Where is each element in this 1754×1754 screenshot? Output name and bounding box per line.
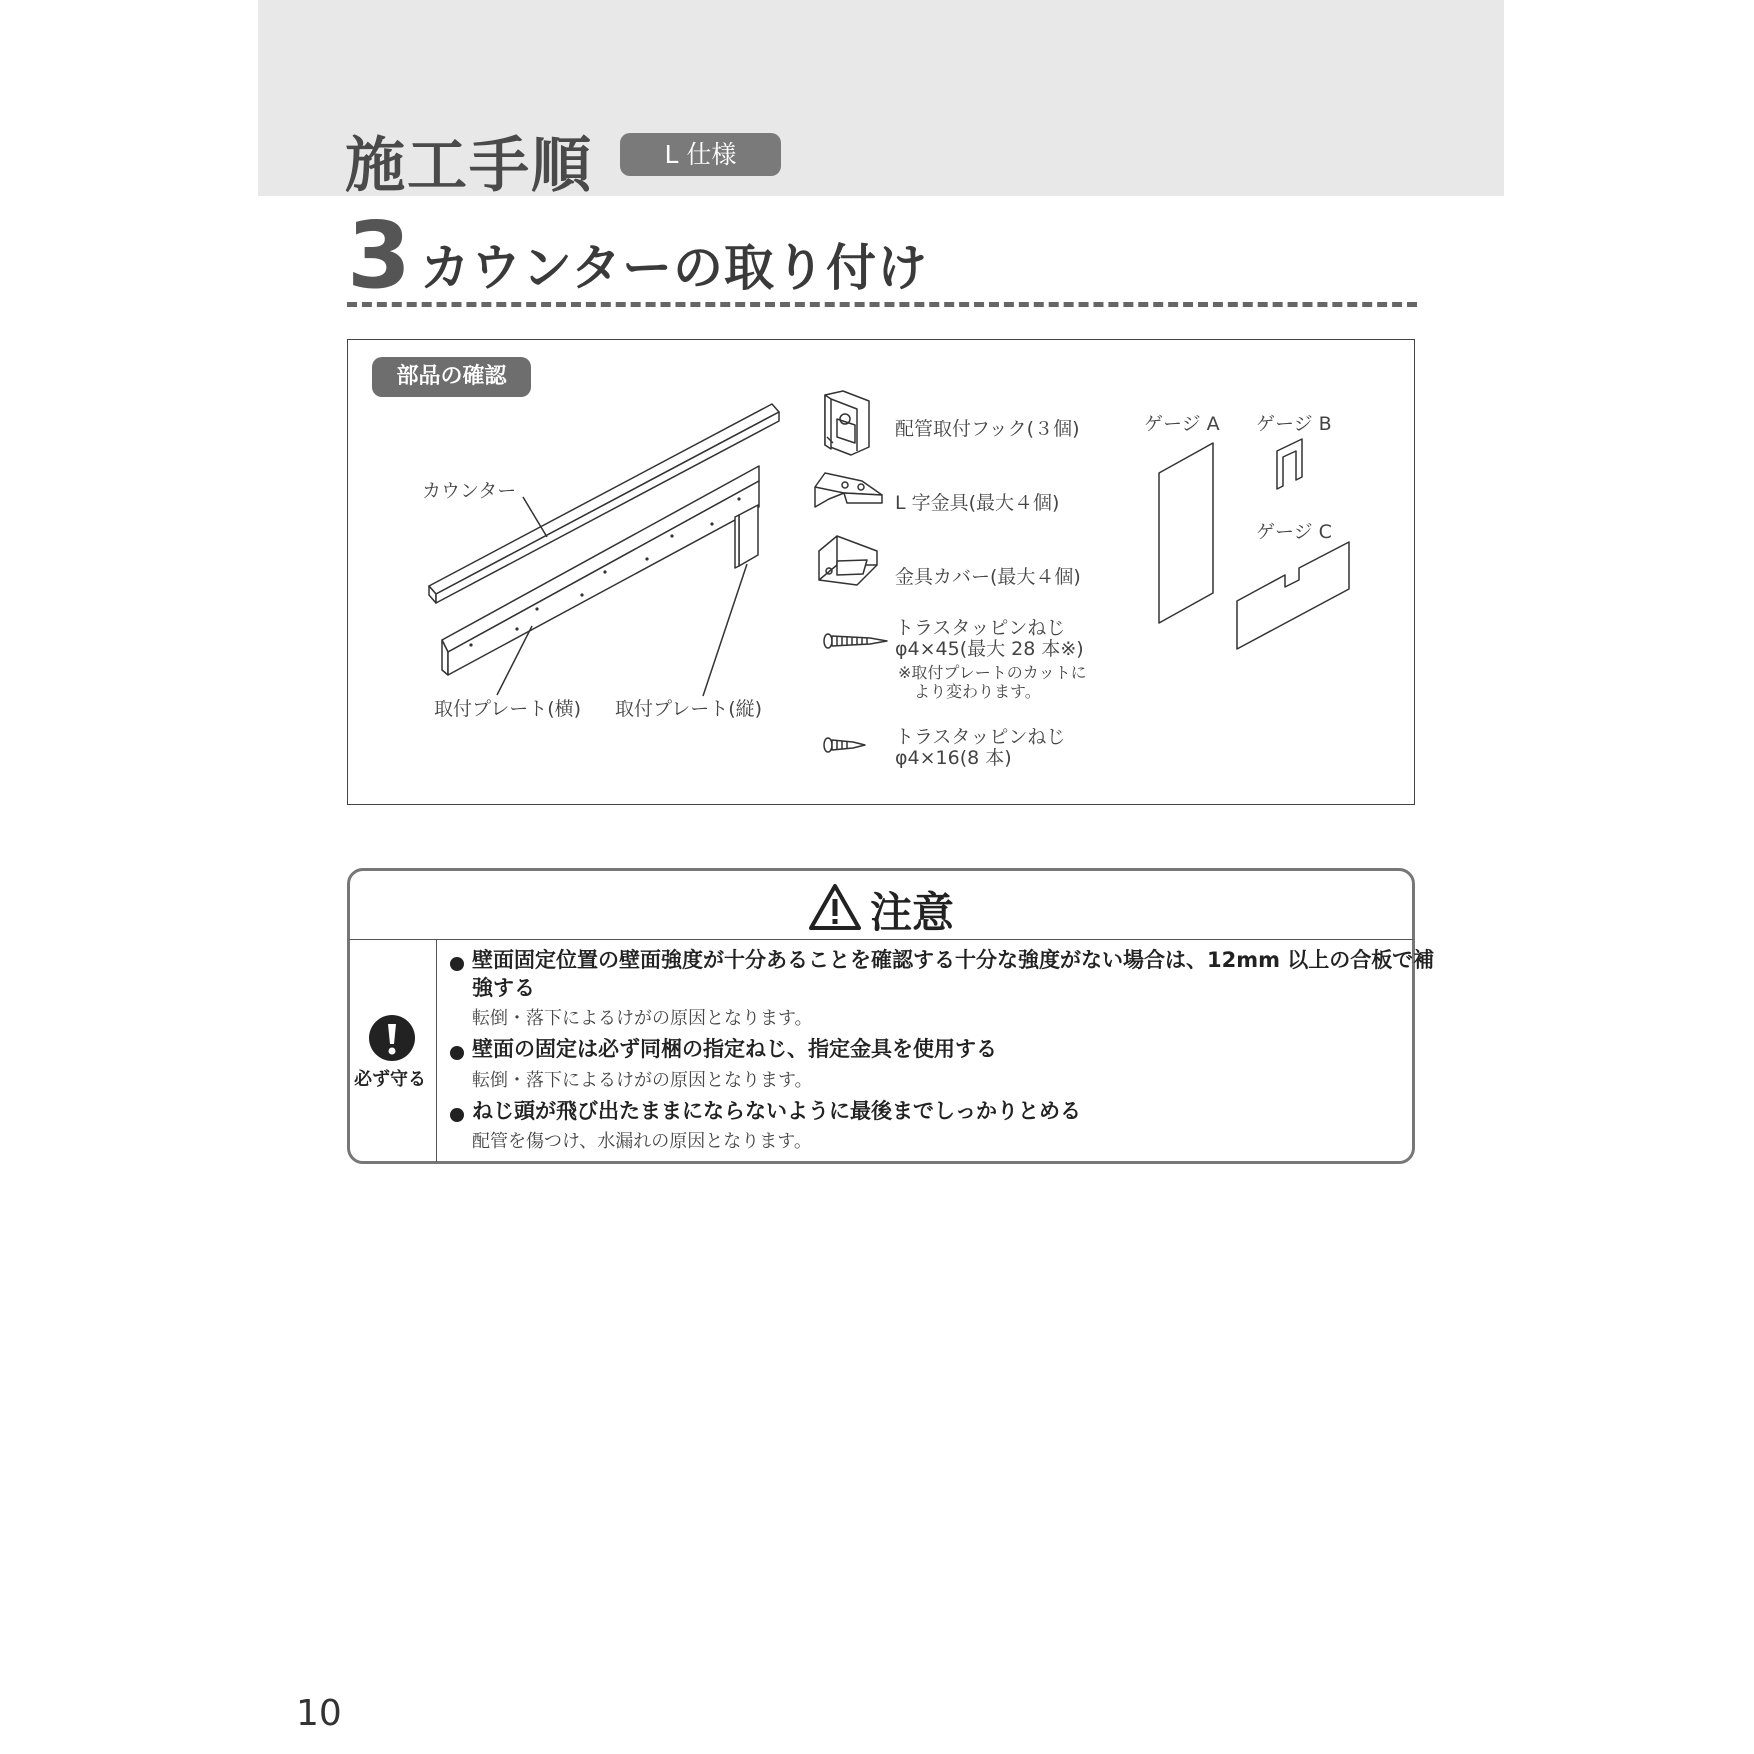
gauge-a-label: ゲージ A <box>1144 413 1220 435</box>
gauge-c-illustration <box>1237 542 1349 649</box>
parts-badge: 部品の確認 <box>372 357 531 397</box>
parts-illustrations <box>347 339 1415 805</box>
caution-title: 注意 <box>870 888 955 937</box>
page-number: 10 <box>296 1693 342 1734</box>
screw-short-name: トラスタッピンねじ <box>895 726 1066 748</box>
bracket-cover-label: 金具カバー(最大４個) <box>895 566 1081 588</box>
plate-vertical-illustration <box>735 505 758 568</box>
gauge-b-label: ゲージ B <box>1256 413 1332 435</box>
step-title: カウンターの取り付け <box>420 239 928 297</box>
step-number: 3 <box>347 202 412 309</box>
screw-short-illustration <box>824 738 865 752</box>
bracket-cover-illustration <box>819 536 877 585</box>
l-bracket-illustration <box>815 473 882 507</box>
step-divider <box>347 302 1417 307</box>
gauge-c-label: ゲージ C <box>1256 521 1332 543</box>
counter-label: カウンター <box>422 480 517 502</box>
page-title: 施工手順 <box>345 131 593 201</box>
bullet-dot <box>450 957 464 971</box>
plate-vertical-label: 取付プレート(縦) <box>615 698 763 720</box>
spec-badge: L 仕様 <box>620 133 781 176</box>
screw-long-note-2: より変わります。 <box>914 682 1041 701</box>
plate-horizontal-label: 取付プレート(横) <box>434 698 582 720</box>
l-bracket-label: L 字金具(最大４個) <box>895 492 1060 514</box>
caution-item-2-main: 壁面の固定は必ず同梱の指定ねじ、指定金具を使用する <box>472 1037 997 1061</box>
screw-short-spec: φ4×16(8 本) <box>895 747 1012 769</box>
caution-column-divider <box>436 940 437 1162</box>
caution-item-2-sub: 転倒・落下によるけがの原因となります。 <box>472 1070 813 1091</box>
screw-long-spec: φ4×45(最大 28 本※) <box>895 638 1084 660</box>
pipe-hook-illustration <box>825 391 869 455</box>
caution-item-3-main: ねじ頭が飛び出たままにならないように最後までしっかりとめる <box>472 1099 1081 1123</box>
screw-long-name: トラスタッピンねじ <box>895 617 1066 639</box>
gauge-a-illustration <box>1159 443 1213 623</box>
caution-item-3-sub: 配管を傷つけ、水漏れの原因となります。 <box>472 1131 812 1152</box>
bullet-dot <box>450 1046 464 1060</box>
gauge-b-illustration <box>1277 439 1302 489</box>
exclamation-circle-icon <box>368 1014 416 1062</box>
bullet-dot <box>450 1108 464 1122</box>
screw-long-illustration <box>824 634 887 648</box>
must-follow-label: 必ず守る <box>354 1069 426 1090</box>
caution-item-1-main: 壁面固定位置の壁面強度が十分あることを確認する十分な強度がない場合は、12mm 以上の合板で補 <box>472 948 1435 972</box>
caution-item-1-main-cont: 強する <box>472 976 535 1000</box>
caution-item-1-sub: 転倒・落下によるけがの原因となります。 <box>472 1008 813 1029</box>
warning-triangle-icon <box>808 882 862 932</box>
screw-long-note-1: ※取付プレートのカットに <box>898 663 1087 682</box>
hook-label: 配管取付フック(３個) <box>895 418 1080 440</box>
